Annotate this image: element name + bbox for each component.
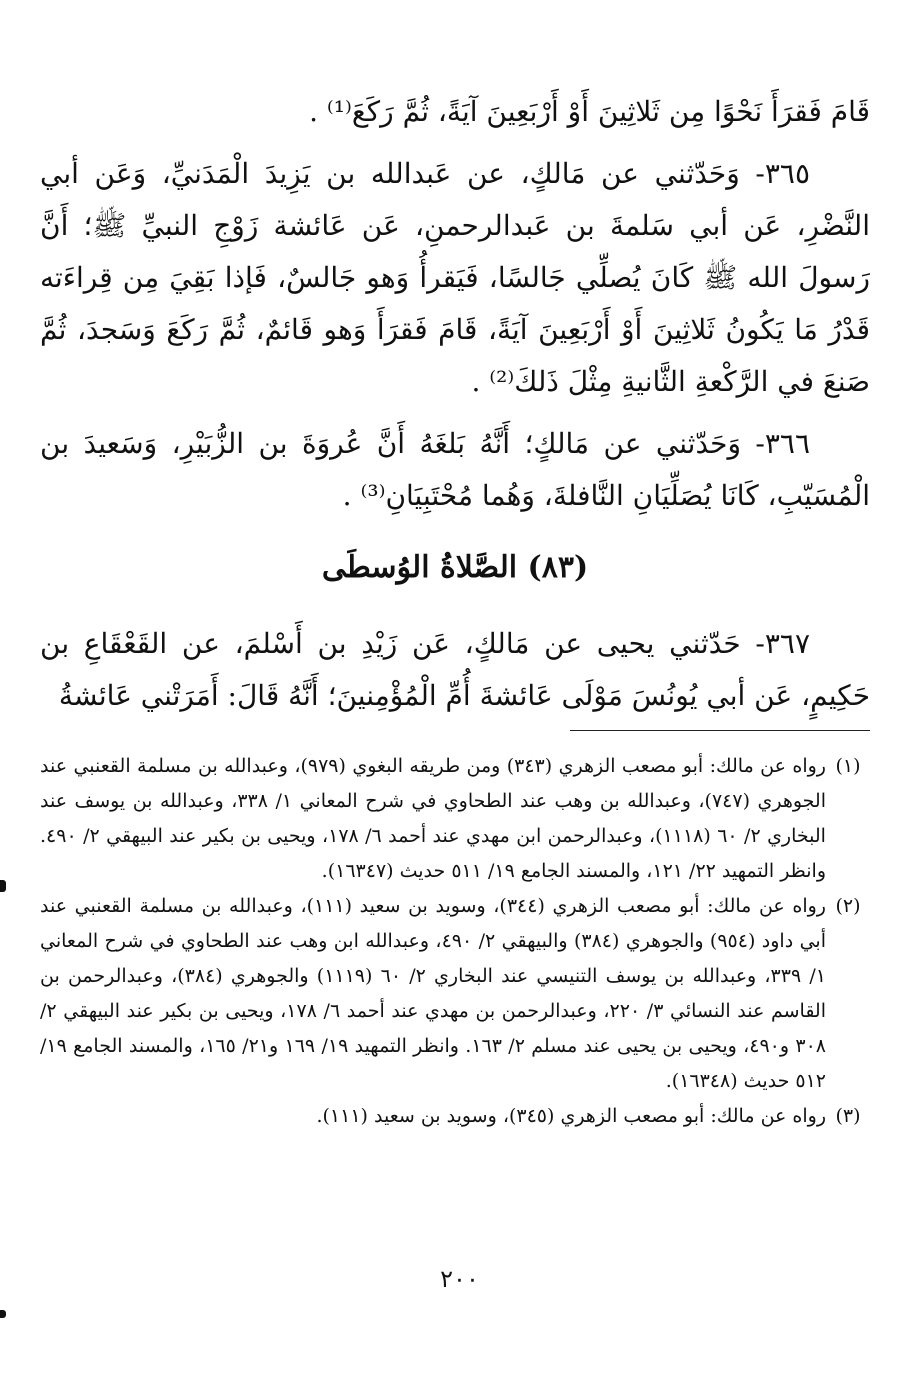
scan-edge-mark bbox=[0, 1310, 6, 1318]
hadith-366: ٣٦٦- وَحَدّثني عن مَالكٍ؛ أَنَّهُ بَلغَهُ أَنَّ عُروَةَ بن الزُّبَيْرِ، وَسَعيدَ بن الْمُسَيّبِ، كَانَا يُصَلِّيَانِ النَّافلةَ، وَهُما مُحْتَبِيَانِ⁽³⁾ . bbox=[40, 427, 870, 512]
scan-edge-mark bbox=[0, 880, 6, 892]
footnotes bbox=[40, 749, 870, 1134]
hadith-367: ٣٦٧- حَدّثني يحيى عن مَالكٍ، عَن زَيْدِ بن أَسْلمَ، عن القَعْقَاعِ بن حَكِيمٍ، عَن أبي يُونُسَ مَوْلَى عَائشةَ أُمِّ الْمُؤْمِنينَ؛ أَنَّهُ قَالَ: أَمَرَتْني عَائشةُ bbox=[40, 627, 870, 712]
footnote-text: رواه عن مالك: أبو مصعب الزهري (٣٤٥)، وسويد بن سعيد (١١١). bbox=[316, 1105, 826, 1127]
page-content bbox=[40, 86, 870, 1134]
footnote-2 bbox=[40, 889, 870, 1099]
hadith-365: ٣٦٥- وَحَدّثني عن مَالكٍ، عن عَبدالله بن يَزِيدَ الْمَدَنيِّ، وَعَن أبي النَّضْرِ، عَن أبي سَلمةَ بن عَبدالرحمنِ، عَن عَائشة زَوْجِ النبيِّ ﷺ؛ أَنَّ رَسولَ الله ﷺ كَانَ يُصلِّي جَالسًا، فَيَقرأُ وَهو جَالسٌ، فَإذا بَقِيَ مِن قِراءَته قَدْرُ مَا يَكُونُ ثَلاثِينَ أَوْ أَرْبَعِينَ آيَةً، قَامَ فَقرَأَ وَهو قَائمٌ، ثُمَّ رَكَعَ وَسَجدَ، ثُمَّ صَنعَ في الرَّكْعةِ الثَّانيةِ مِثْلَ ذَلكَ⁽²⁾ . bbox=[40, 157, 870, 398]
footnote-number: (٢) bbox=[835, 895, 861, 917]
footnote-1 bbox=[40, 749, 870, 889]
main-text bbox=[40, 86, 870, 722]
footnote-text: رواه عن مالك: أبو مصعب الزهري (٣٤٣) ومن طريقه البغوي (٩٧٩)، وعبدالله بن مسلمة القعنبي عند الجوهري (٧٤٧)، وعبدالله بن وهب عند الطحاوي في شرح المعاني ١/ ٣٣٨، وعبدالله بن يوسف عند البخاري ٢/ ٦٠ (١١١٨)، وعبدالرحمن ابن مهدي عند أحمد ٦/ ١٧٨، ويحيى بن بكير عند البيهقي ٢/ ٤٩٠. وانظر التمهيد ٢٢/ ١٢١، والمسند الجامع ١٩/ ٥١١ حديث (١٦٣٤٧). bbox=[40, 755, 826, 882]
chapter-title: (٨٣) الصَّلاةُ الوُسطَى bbox=[321, 550, 589, 585]
footnote-number: (٣) bbox=[835, 1105, 861, 1127]
continued-line: قَامَ فَقرَأَ نَحْوًا مِن ثَلاثِينَ أَوْ أَرْبَعِينَ آيَةً، ثُمَّ رَكَعَ⁽¹⁾ . bbox=[309, 95, 870, 128]
footnote-number: (١) bbox=[835, 755, 861, 777]
footnote-text: رواه عن مالك: أبو مصعب الزهري (٣٤٤)، وسويد بن سعيد (١١١)، وعبدالله بن مسلمة القعنبي عند أبي داود (٩٥٤) والجوهري (٣٨٤) والبيهقي ٢/ ٤٩٠، وعبدالله ابن وهب عند الطحاوي في شرح المعاني ١/ ٣٣٩، وعبدالله بن يوسف التنيسي عند البخاري ٢/ ٦٠ (١١١٩) والجوهري (٣٨٤)، وعبدالرحمن بن القاسم عند النسائي ٣/ ٢٢٠، وعبدالرحمن بن مهدي عند أحمد ٦/ ١٧٨، ويحيى بن بكير عند البيهقي ٢/ ٣٠٨ و٤٩٠، ويحيى بن يحيى عند مسلم ٢/ ١٦٣. وانظر التمهيد ١٩/ ١٦٩ و٢١/ ١٦٥، والمسند الجامع ١٩/ ٥١٢ حديث (١٦٣٤٨). bbox=[40, 895, 826, 1092]
page-number: ٢٠٠ bbox=[440, 1265, 479, 1293]
footnote-3 bbox=[40, 1099, 870, 1134]
footnote-divider bbox=[570, 730, 870, 731]
